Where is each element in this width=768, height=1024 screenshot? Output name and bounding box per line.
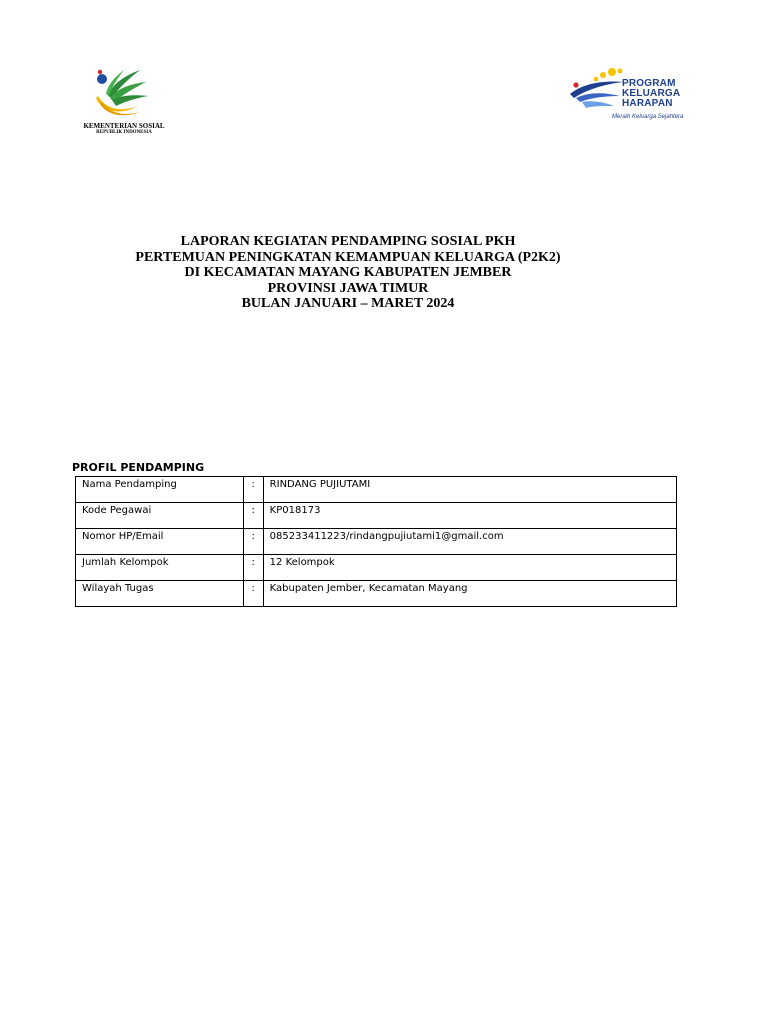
kemensos-caption: [76, 122, 172, 136]
row-value: Kabupaten Jember, Kecamatan Mayang: [263, 581, 676, 607]
row-separator: :: [243, 555, 263, 581]
row-separator: :: [243, 503, 263, 529]
title-line5: BULAN JANUARI – MARET 2024: [241, 296, 455, 311]
profile-table: [75, 476, 677, 607]
row-label: Nama Pendamping: [76, 477, 244, 503]
kemensos-leaf-icon: [90, 66, 152, 120]
profile-section-title: PROFIL PENDAMPING: [72, 461, 205, 474]
pkh-line3: HARAPAN: [622, 98, 673, 109]
row-label: Jumlah Kelompok: [76, 555, 244, 581]
row-separator: :: [243, 477, 263, 503]
pkh-logo: [568, 66, 698, 128]
row-value: 085233411223/rindangpujiutami1@gmail.com: [263, 529, 676, 555]
row-value: 12 Kelompok: [263, 555, 676, 581]
title-line3: DI KECAMATAN MAYANG KABUPATEN JEMBER: [184, 265, 512, 280]
pkh-tagline: Meraih Keluarga Sejahtera: [612, 114, 684, 120]
table-row: [76, 503, 677, 529]
table-row: [76, 477, 677, 503]
title-line2: PERTEMUAN PENINGKATAN KEMAMPUAN KELUARGA (P2K2): [135, 249, 561, 265]
kemensos-caption-line1: KEMENTERIAN SOSIAL: [83, 122, 165, 130]
row-label: Kode Pegawai: [76, 503, 244, 529]
pkh-line1: PROGRAM: [622, 78, 676, 89]
kemensos-logo: [76, 66, 172, 142]
table-row: [76, 529, 677, 555]
table-row: [76, 555, 677, 581]
pkh-line2: KELUARGA: [622, 88, 681, 99]
title-line4: PROVINSI JAWA TIMUR: [267, 280, 429, 296]
table-row: [76, 581, 677, 607]
row-label: Nomor HP/Email: [76, 529, 244, 555]
pkh-wordmark: [622, 79, 698, 109]
row-value: KP018173: [263, 503, 676, 529]
kemensos-caption-line2: REPUBLIK INDONESIA: [96, 130, 152, 136]
row-separator: :: [243, 581, 263, 607]
row-value: RINDANG PUJIUTAMI: [263, 477, 676, 503]
report-title: [0, 234, 696, 312]
title-line1: LAPORAN KEGIATAN PENDAMPING SOSIAL PKH: [180, 234, 516, 249]
row-separator: :: [243, 529, 263, 555]
row-label: Wilayah Tugas: [76, 581, 244, 607]
